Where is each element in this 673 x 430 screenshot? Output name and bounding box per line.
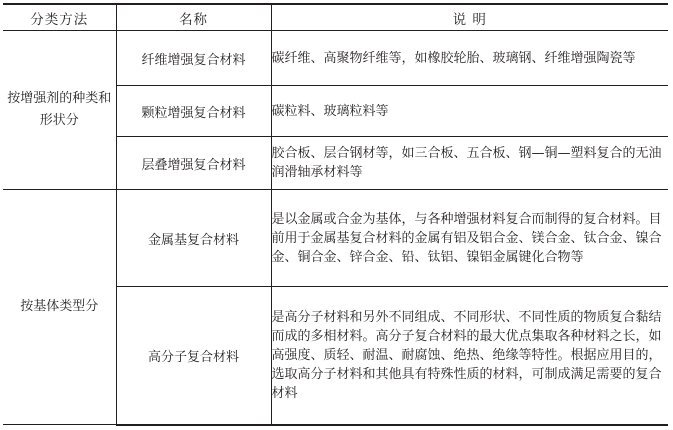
material-description: 是以金属或合金为基体，与各种增强材料复合而制得的复合材料。目前用于金属基复合材料的金属有铝及铝合金、镁合金、钛合金、镍合金、铜合金、锌合金、铅、钛铝、镍铝金属键化合物等 bbox=[271, 190, 668, 287]
header-name: 名称 bbox=[116, 4, 271, 31]
material-description: 是高分子材料和另外不同组成、不同形状、不同性质的物质复合黏结而成的多相材料。高分子复合材料的最大优点集取各种材料之长，如高强度、质轻、耐温、耐腐蚀、绝热、绝缘等特性。根据应用目的，选取高分子材料和其他具有特殊性质的材料，可制成满足需要的复合材料 bbox=[271, 287, 668, 425]
material-name: 高分子复合材料 bbox=[116, 287, 271, 425]
material-name: 颗粒增强复合材料 bbox=[116, 86, 271, 137]
table-row bbox=[3, 190, 668, 287]
header-row bbox=[3, 4, 668, 31]
classification-table bbox=[3, 3, 668, 426]
material-name: 层叠增强复合材料 bbox=[116, 137, 271, 190]
header-method: 分类方法 bbox=[3, 4, 116, 31]
material-description: 胶合板、层合钢材等，如三合板、五合板、钢—铜—塑料复合的无油润滑轴承材料等 bbox=[271, 137, 668, 190]
material-name: 金属基复合材料 bbox=[116, 190, 271, 287]
material-description: 碳粒料、玻璃粒料等 bbox=[271, 86, 668, 137]
category-cell: 按增强剂的种类和形状分 bbox=[3, 31, 116, 190]
header-description: 说 明 bbox=[271, 4, 668, 31]
table-row bbox=[3, 31, 668, 86]
material-description: 碳纤维、高聚物纤维等，如橡胶轮胎、玻璃钢、纤维增强陶瓷等 bbox=[271, 31, 668, 86]
category-cell: 按基体类型分 bbox=[3, 190, 116, 425]
material-name: 纤维增强复合材料 bbox=[116, 31, 271, 86]
